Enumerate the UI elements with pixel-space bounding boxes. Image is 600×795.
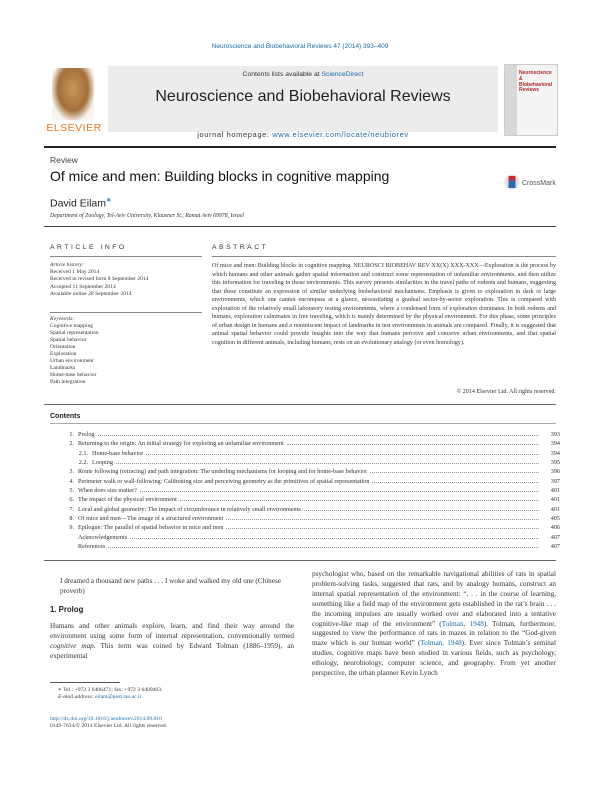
toc-page-number[interactable]: 397 <box>550 477 560 485</box>
footnote-contact: Tel.: +972 3 6406471; fax: +972 3 6409403. <box>63 687 163 693</box>
toc-entry[interactable] <box>50 477 560 486</box>
abstract-copyright: © 2014 Elsevier Ltd. All rights reserved. <box>456 389 556 395</box>
toc-number: 3. <box>69 468 74 476</box>
contents-divider <box>50 423 556 424</box>
journal-citation[interactable]: Neuroscience and Biobehavioral Reviews 47 (2014) 393–409 <box>211 43 389 50</box>
reference-link-tolman-1948-second[interactable]: Tolman, 1948 <box>420 639 462 648</box>
journal-homepage-line <box>108 130 498 139</box>
toc-leader-dots <box>130 533 539 539</box>
author-email-link[interactable]: eilam@post.tau.ac.il <box>95 694 142 701</box>
toc-leader-dots <box>287 439 539 445</box>
toc-title[interactable]: When does size matter? <box>78 487 137 495</box>
toc-title[interactable]: Looping <box>92 459 113 467</box>
author-footnote-mark[interactable]: ∗ <box>106 197 112 204</box>
toc-entry[interactable] <box>50 449 560 458</box>
toc-leader-dots <box>140 486 539 492</box>
toc-leader-dots <box>370 467 539 473</box>
toc-entry[interactable] <box>50 514 560 523</box>
abstract-text: Of mice and men: Building blocks in cognitive mapping. NEUROSCI BIOBEHAV REV XX(X) XXX-XXX—Exploration is the process by which humans and other animals gather spatial information and construct some representation of unfamiliar environments, and then utilize this information for traveling in those environments. This survey presents similarities in the travel paths of rodents and humans, suggesting that these constitute an expression of similar underlying biobehavioral mechanisms. Emphasis is given to exploration in dark or large environments, which one cannot encompass at a glance, necessitating a gradual sector-by-sector exploration. This is compared with exploration of the relatively small laboratory testing environments, where a condensed form of exploration dominates. In both rodents and humans, exploration culminates in free traveling, which is mainly determined by the physical environment. For this phase, some principles of urban design in humans and a reminiscent impact of landmarks in test environments in animals are compared. Finally, it is suggested that animal spatial behavior could provide insights into the way that humans perceive and conceive urban environments, and that spatial cognition in different animals, including humans, rests on an evolutionary analogy (or even homology). <box>212 263 556 346</box>
doi-block <box>50 716 167 730</box>
toc-page-number[interactable]: 406 <box>550 524 560 532</box>
masthead-divider <box>44 146 556 148</box>
history-entry: Received 1 May 2014 <box>50 269 100 276</box>
toc-page-number[interactable]: 401 <box>550 487 560 495</box>
contents-prefix: Contents lists available at <box>242 71 322 78</box>
toc-leader-dots <box>180 495 539 501</box>
toc-entry[interactable] <box>50 430 560 439</box>
article-info-divider <box>50 256 202 257</box>
toc-leader-dots <box>304 505 539 511</box>
keyword-item[interactable]: Spatial behavior <box>50 337 87 343</box>
keyword-item[interactable]: Landmarks <box>50 365 76 371</box>
toc-entry[interactable] <box>50 467 560 476</box>
toc-leader-dots <box>226 523 539 529</box>
toc-entry[interactable] <box>50 542 560 551</box>
toc-entry[interactable] <box>50 458 560 467</box>
keyword-item[interactable]: Exploration <box>50 351 77 357</box>
abstract-heading: ABSTRACT <box>212 244 269 251</box>
toc-number: 9. <box>69 524 74 532</box>
email-label: E-mail address: <box>58 694 96 701</box>
keywords-label: Keywords: <box>50 316 75 322</box>
crossmark-icon <box>504 172 564 192</box>
toc-page-number[interactable]: 401 <box>550 505 560 513</box>
toc-title[interactable]: Epilogue: The parallel of spatial behavior in mice and men <box>78 524 224 532</box>
elsevier-logo <box>44 62 104 140</box>
term-cognitive-map: cognitive map <box>50 641 94 650</box>
toc-number: 2.2. <box>78 459 88 467</box>
section-heading-prolog: 1. Prolog <box>50 605 84 614</box>
toc-leader-dots <box>226 514 539 520</box>
toc-number: 4. <box>69 477 74 485</box>
article-history-list <box>50 269 202 298</box>
toc-title[interactable]: Route following (retracing) and path integration: The underling mechanisms for looping and for home-base behavior <box>78 468 368 476</box>
article-history <box>50 262 202 298</box>
toc-page-number[interactable]: 405 <box>550 515 560 523</box>
contents-bottom-divider <box>44 560 556 561</box>
toc-page-number[interactable]: 407 <box>550 533 560 541</box>
keyword-item[interactable]: Path integration <box>50 379 86 385</box>
journal-banner <box>108 66 498 132</box>
toc-number: 6. <box>69 496 74 504</box>
toc-entry[interactable] <box>50 495 560 504</box>
toc-page-number[interactable]: 396 <box>550 468 560 476</box>
author-footnote <box>58 687 298 701</box>
toc-page-number[interactable]: 394 <box>550 440 560 448</box>
toc-entry[interactable] <box>50 523 560 532</box>
toc-entry[interactable] <box>50 533 560 542</box>
toc-page-number[interactable]: 407 <box>550 543 560 551</box>
title-divider <box>44 226 556 227</box>
footnote-mark: ∗ <box>58 687 62 693</box>
author-line <box>50 196 112 210</box>
footnote-divider <box>50 682 120 683</box>
prolog-paragraph: Humans and other animals explore, learn, and find their way around the environment using some form of internal representation, conventionally termed cognitive map. This term was coined by Edward Tolman (1886–1959), an experimental <box>50 622 294 660</box>
doi-link[interactable]: http://dx.doi.org/10.1016/j.neubiorev.2014.09.010 <box>50 716 162 722</box>
author-name[interactable]: David Eilam <box>50 197 107 210</box>
keywords-list <box>50 323 202 386</box>
contents-heading: Contents <box>50 413 81 420</box>
journal-homepage-link[interactable]: www.elsevier.com/locate/neubiorev <box>272 130 409 139</box>
toc-title[interactable]: Home-base behavior <box>92 449 144 457</box>
journal-masthead <box>44 62 556 142</box>
toc-page-number[interactable]: 395 <box>550 459 560 467</box>
right-column-paragraph: psychologist who, based on the remarkable navigational abilities of rats in spatial problem-solving tasks, suggested that rats, and by analogy humans, construct an internal spatial representation of the environment: “. . . in the course of learning, something like a field map of the environment gets established in the rat’s brain . . . the incoming impulses are usually worked over and elaborated into a tentative cognitive-like map of the environment” (Tolman, 1948). Tolman, furthermore, suggested to view the performance of rats in mazes in relation to the “God-given maze which is our human world” (Tolman, 1948). Ever since Tolman’s seminal studies, cognitive maps have been studied in various fields, such as psychology, ethology, neurobiology, computer science, and geography. From yet another perspective, the urban planner Kevin Lynch <box>312 570 556 678</box>
toc-leader-dots <box>372 477 539 483</box>
issn-copyright: 0149-7634/© 2014 Elsevier Ltd. All rights reserved. <box>50 723 168 730</box>
toc-title[interactable]: Returning to the origin: An initial strategy for exploring an unfamiliar environment <box>78 440 284 448</box>
toc-title[interactable]: Prolog <box>78 431 95 438</box>
article-info-heading: ARTICLE INFO <box>50 244 127 251</box>
epigraph: I dreamed a thousand new paths . . . I woke and walked my old one (Chinese proverb) <box>60 577 281 595</box>
toc-title[interactable]: References <box>78 543 106 551</box>
keywords-block <box>50 316 202 386</box>
history-entry: Available online 28 September 2014 <box>50 290 132 297</box>
article-history-label: Article history: <box>50 262 85 268</box>
keyword-item[interactable]: Cognitive mapping <box>50 323 94 329</box>
crossmark-badge[interactable] <box>504 172 564 192</box>
toc-number: 8. <box>69 515 74 523</box>
cover-title: Neuroscience & Biobehavioral Reviews <box>519 70 553 94</box>
toc-page-number[interactable]: 393 <box>550 431 560 438</box>
history-entry: Received in revised form 8 September 2014 <box>50 276 149 283</box>
toc-leader-dots <box>108 542 539 548</box>
toc-title[interactable]: Perimeter walk or wall-following: Calibrating size and perceiving geometry as the primitives of spatial representation <box>78 477 370 485</box>
keywords-divider <box>50 312 202 313</box>
contents-available-line <box>108 71 498 78</box>
contents-top-divider <box>44 404 556 405</box>
toc-leader-dots <box>146 449 539 455</box>
toc-number: 5. <box>69 487 74 495</box>
toc-leader-dots <box>116 458 539 464</box>
keyword-item[interactable]: Orientation <box>50 344 76 350</box>
toc-title[interactable]: The impact of the physical environment <box>78 496 177 504</box>
toc-number: 2.1. <box>78 449 88 457</box>
toc-number: 7. <box>69 505 74 513</box>
toc-number: 1. <box>69 431 74 438</box>
toc-leader-dots <box>98 430 539 436</box>
toc-number: 2. <box>69 440 74 448</box>
crossmark-label: CrossMark <box>522 180 556 187</box>
toc-title[interactable]: Acknowledgements <box>78 533 128 541</box>
toc-page-number[interactable]: 401 <box>550 496 560 504</box>
toc-title[interactable]: Local and global geometry: The impact of circumference in relatively small environments <box>78 505 301 513</box>
sciencedirect-link[interactable]: ScienceDirect <box>321 71 364 78</box>
journal-cover-thumbnail <box>504 64 558 136</box>
journal-title: Neuroscience and Biobehavioral Reviews <box>155 88 451 105</box>
keyword-item[interactable]: Urban environment <box>50 358 94 364</box>
elsevier-wordmark: ELSEVIER <box>46 122 102 134</box>
toc-page-number[interactable]: 394 <box>550 449 560 457</box>
keyword-item[interactable]: Spatial representation <box>50 330 99 336</box>
keyword-item[interactable]: Home-base behavior <box>50 372 97 378</box>
toc-entry[interactable] <box>50 505 560 514</box>
homepage-prefix: journal homepage: <box>197 130 273 139</box>
abstract-divider <box>212 256 556 257</box>
table-of-contents <box>50 430 560 551</box>
toc-entry[interactable] <box>50 439 560 448</box>
article-title: Of mice and men: Building blocks in cognitive mapping <box>50 168 390 184</box>
toc-title[interactable]: Of mice and men—The image of a structured environment <box>78 515 224 523</box>
history-entry: Accepted 11 September 2014 <box>50 283 116 290</box>
article-section-label: Review <box>50 155 78 165</box>
author-affiliation: Department of Zoology, Tel-Aviv University, Klausner St., Ramat Aviv 69978, Israel <box>50 213 245 219</box>
toc-entry[interactable] <box>50 486 560 495</box>
reference-link-tolman-1948[interactable]: Tolman, 1948 <box>441 619 484 628</box>
elsevier-tree-icon <box>52 68 94 120</box>
